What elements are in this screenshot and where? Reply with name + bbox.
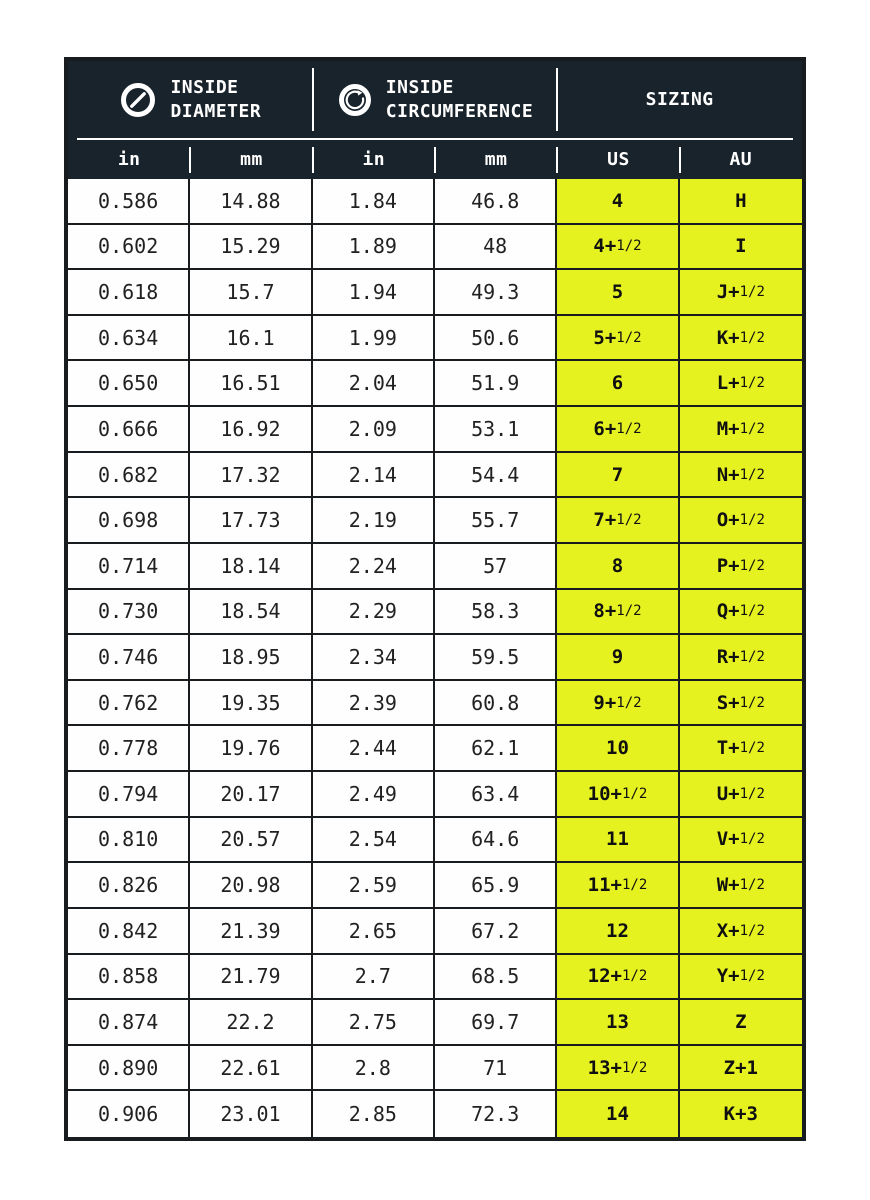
cell-circumference-in: 2.29 (313, 590, 435, 636)
cell-circumference-mm: 53.1 (435, 407, 557, 453)
cell-size-au: M+ 1/2 (680, 407, 802, 453)
cell-circumference-mm: 65.9 (435, 863, 557, 909)
cell-size-au: Z (680, 1000, 802, 1046)
cell-circumference-in: 1.89 (313, 225, 435, 271)
cell-circumference-mm: 49.3 (435, 270, 557, 316)
cell-diameter-mm: 16.92 (190, 407, 312, 453)
cell-circumference-in: 2.65 (313, 909, 435, 955)
cell-size-au: Z+1 (680, 1046, 802, 1092)
cell-diameter-in: 0.602 (68, 225, 190, 271)
cell-diameter-in: 0.778 (68, 726, 190, 772)
cell-size-us: 5+ 1/2 (557, 316, 679, 362)
cell-size-us: 6+ 1/2 (557, 407, 679, 453)
cell-size-us: 6 (557, 361, 679, 407)
cell-diameter-mm: 17.32 (190, 453, 312, 499)
cell-circumference-mm: 48 (435, 225, 557, 271)
cell-circumference-in: 2.85 (313, 1091, 435, 1137)
cell-circumference-in: 1.94 (313, 270, 435, 316)
cell-circumference-mm: 67.2 (435, 909, 557, 955)
cell-diameter-in: 0.858 (68, 955, 190, 1001)
cell-size-us: 9+ 1/2 (557, 681, 679, 727)
cell-size-au: V+ 1/2 (680, 818, 802, 864)
cell-size-us: 13 (557, 1000, 679, 1046)
cell-size-us: 5 (557, 270, 679, 316)
cell-size-us: 12 (557, 909, 679, 955)
cell-circumference-mm: 46.8 (435, 179, 557, 225)
cell-circumference-in: 2.34 (313, 635, 435, 681)
header-group-label (386, 76, 533, 123)
cell-circumference-mm: 55.7 (435, 498, 557, 544)
cell-circumference-in: 2.04 (313, 361, 435, 407)
cell-diameter-mm: 21.39 (190, 909, 312, 955)
column-header-circumference-in: in (313, 140, 435, 179)
header-group-row (68, 61, 802, 138)
cell-size-au: K+3 (680, 1091, 802, 1137)
cell-size-au: L+ 1/2 (680, 361, 802, 407)
cell-diameter-mm: 20.98 (190, 863, 312, 909)
cell-diameter-in: 0.810 (68, 818, 190, 864)
cell-size-au: K+ 1/2 (680, 316, 802, 362)
cell-size-us: 14 (557, 1091, 679, 1137)
cell-circumference-in: 2.59 (313, 863, 435, 909)
cell-diameter-in: 0.698 (68, 498, 190, 544)
cell-circumference-in: 2.49 (313, 772, 435, 818)
column-header-size-au: AU (680, 140, 802, 179)
cell-diameter-mm: 18.54 (190, 590, 312, 636)
cell-circumference-mm: 58.3 (435, 590, 557, 636)
cell-diameter-in: 0.746 (68, 635, 190, 681)
cell-circumference-mm: 68.5 (435, 955, 557, 1001)
cell-circumference-in: 1.84 (313, 179, 435, 225)
cell-diameter-mm: 18.95 (190, 635, 312, 681)
column-header-row (68, 140, 802, 179)
cell-diameter-in: 0.826 (68, 863, 190, 909)
cell-diameter-in: 0.842 (68, 909, 190, 955)
header-label-line: INSIDE (170, 77, 239, 99)
cell-size-au: O+ 1/2 (680, 498, 802, 544)
cell-circumference-in: 2.39 (313, 681, 435, 727)
cell-size-us: 12+ 1/2 (557, 955, 679, 1001)
cell-diameter-in: 0.874 (68, 1000, 190, 1046)
cell-size-us: 11+ 1/2 (557, 863, 679, 909)
cell-size-us: 7 (557, 453, 679, 499)
cell-diameter-mm: 16.51 (190, 361, 312, 407)
cell-circumference-in: 2.8 (313, 1046, 435, 1092)
cell-size-au: T+ 1/2 (680, 726, 802, 772)
cell-circumference-mm: 54.4 (435, 453, 557, 499)
cell-diameter-mm: 19.76 (190, 726, 312, 772)
cell-circumference-in: 2.14 (313, 453, 435, 499)
cell-diameter-in: 0.666 (68, 407, 190, 453)
cell-circumference-mm: 63.4 (435, 772, 557, 818)
cell-circumference-mm: 51.9 (435, 361, 557, 407)
cell-circumference-mm: 62.1 (435, 726, 557, 772)
cell-diameter-mm: 17.73 (190, 498, 312, 544)
cell-diameter-in: 0.794 (68, 772, 190, 818)
column-header-diameter-in: in (117, 149, 141, 170)
cell-circumference-mm: 72.3 (435, 1091, 557, 1137)
cell-diameter-in: 0.634 (68, 316, 190, 362)
column-header-circumference-mm: mm (435, 140, 557, 179)
cell-circumference-mm: 71 (435, 1046, 557, 1092)
cell-diameter-in: 0.906 (68, 1091, 190, 1137)
cell-size-us: 8 (557, 544, 679, 590)
cell-size-au: I (680, 225, 802, 271)
cell-size-au: Y+ 1/2 (680, 955, 802, 1001)
header-label-line: CIRCUMFERENCE (385, 100, 534, 122)
cell-diameter-mm: 22.2 (190, 1000, 312, 1046)
table-body (68, 179, 802, 1137)
cell-circumference-in: 1.99 (313, 316, 435, 362)
cell-circumference-in: 2.44 (313, 726, 435, 772)
header-group-inside-circumference (313, 61, 558, 138)
header-label-line: INSIDE (385, 77, 454, 99)
cell-diameter-in: 0.586 (68, 179, 190, 225)
cell-diameter-mm: 23.01 (190, 1091, 312, 1137)
cell-circumference-in: 2.24 (313, 544, 435, 590)
cell-circumference-mm: 60.8 (435, 681, 557, 727)
cell-size-au: P+ 1/2 (680, 544, 802, 590)
cell-circumference-mm: 59.5 (435, 635, 557, 681)
cell-diameter-in: 0.762 (68, 681, 190, 727)
cell-circumference-in: 2.09 (313, 407, 435, 453)
ring-size-conversion-table (64, 57, 806, 1141)
diameter-icon (119, 81, 157, 119)
header-group-inside-diameter (68, 61, 313, 138)
cell-size-au: Q+ 1/2 (680, 590, 802, 636)
cell-diameter-mm: 22.61 (190, 1046, 312, 1092)
table-header (68, 61, 802, 179)
cell-size-us: 10 (557, 726, 679, 772)
cell-circumference-mm: 69.7 (435, 1000, 557, 1046)
cell-circumference-in: 2.19 (313, 498, 435, 544)
cell-circumference-in: 2.7 (313, 955, 435, 1001)
column-header-diameter-mm: mm (190, 140, 312, 179)
cell-size-au: U+ 1/2 (680, 772, 802, 818)
cell-size-au: R+ 1/2 (680, 635, 802, 681)
cell-diameter-in: 0.730 (68, 590, 190, 636)
cell-circumference-mm: 57 (435, 544, 557, 590)
cell-diameter-mm: 14.88 (190, 179, 312, 225)
cell-circumference-mm: 64.6 (435, 818, 557, 864)
cell-diameter-in: 0.650 (68, 361, 190, 407)
header-group-label (170, 76, 261, 123)
cell-circumference-mm: 50.6 (435, 316, 557, 362)
cell-diameter-mm: 15.29 (190, 225, 312, 271)
cell-size-us: 7+ 1/2 (557, 498, 679, 544)
cell-diameter-in: 0.618 (68, 270, 190, 316)
cell-diameter-mm: 15.7 (190, 270, 312, 316)
cell-size-us: 4 (557, 179, 679, 225)
cell-size-au: X+ 1/2 (680, 909, 802, 955)
cell-circumference-in: 2.75 (313, 1000, 435, 1046)
cell-diameter-mm: 16.1 (190, 316, 312, 362)
cell-size-us: 11 (557, 818, 679, 864)
cell-size-au: J+ 1/2 (680, 270, 802, 316)
cell-diameter-in: 0.714 (68, 544, 190, 590)
cell-size-au: S+ 1/2 (680, 681, 802, 727)
column-header-size-us: US (557, 140, 679, 179)
header-label-line: DIAMETER (170, 100, 262, 122)
cell-diameter-in: 0.890 (68, 1046, 190, 1092)
cell-size-au: W+ 1/2 (680, 863, 802, 909)
cell-diameter-mm: 20.57 (190, 818, 312, 864)
cell-diameter-mm: 19.35 (190, 681, 312, 727)
cell-size-us: 10+ 1/2 (557, 772, 679, 818)
cell-diameter-mm: 21.79 (190, 955, 312, 1001)
header-group-sizing (557, 61, 802, 138)
cell-diameter-mm: 18.14 (190, 544, 312, 590)
header-group-label: SIZING (645, 88, 714, 110)
cell-size-us: 13+ 1/2 (557, 1046, 679, 1092)
cell-size-au: N+ 1/2 (680, 453, 802, 499)
cell-size-us: 8+ 1/2 (557, 590, 679, 636)
cell-circumference-in: 2.54 (313, 818, 435, 864)
cell-size-us: 9 (557, 635, 679, 681)
cell-size-us: 4+ 1/2 (557, 225, 679, 271)
cell-diameter-mm: 20.17 (190, 772, 312, 818)
cell-diameter-in: 0.682 (68, 453, 190, 499)
circumference-icon (337, 82, 373, 118)
cell-size-au: H (680, 179, 802, 225)
